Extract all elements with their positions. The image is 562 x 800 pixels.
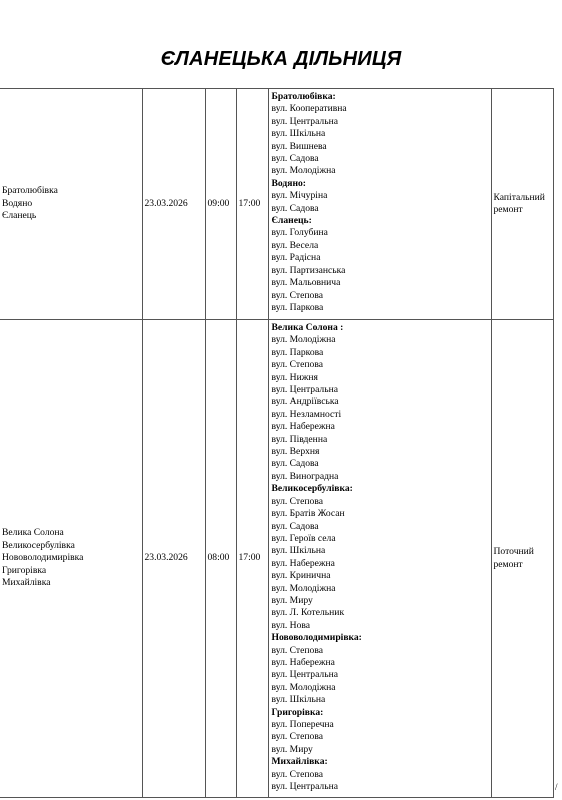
street-item: вул. Центральна	[271, 669, 338, 681]
street-item: вул. Шкільна	[271, 694, 326, 706]
settlement-name: Братолюбівка	[2, 185, 58, 197]
street-item: вул. Вишнева	[271, 140, 327, 152]
street-item: вул. Молодіжна	[271, 681, 336, 693]
date-cell: 23.03.2026	[142, 89, 205, 320]
street-item: вул. Степова	[271, 495, 323, 507]
streets-cell	[268, 320, 491, 798]
settlement-group-heading: Михайлівка:	[271, 756, 328, 768]
time-from-cell: 08:00	[205, 320, 236, 798]
street-item: вул. Радісна	[271, 252, 321, 264]
street-item: вул. Партизанська	[271, 264, 346, 276]
settlement-name: Водяно	[2, 197, 33, 209]
settlement-group-heading: Григорівка:	[271, 706, 324, 718]
street-item: вул. Центральна	[271, 384, 338, 396]
street-item: вул. Миру	[271, 594, 313, 606]
street-item: вул. Садова	[271, 520, 319, 532]
section-title: ЄЛАНЕЦЬКА ДІЛЬНИЦЯ	[160, 48, 402, 70]
table-row	[0, 320, 553, 798]
street-item: вул. Центральна	[271, 781, 338, 793]
settlement-group-heading: Велика Солона :	[271, 322, 344, 333]
street-item: вул. Андріївська	[271, 396, 339, 408]
street-item: вул. Братів Жосан	[271, 508, 345, 520]
street-item: вул. Степова	[271, 289, 323, 301]
street-item: вул. Нова	[271, 619, 311, 631]
street-item: вул. Молодіжна	[271, 582, 336, 594]
street-item: вул. Степова	[271, 731, 323, 743]
street-item: вул. Молодіжна	[271, 165, 336, 177]
street-item: вул. Нижня	[271, 371, 318, 383]
street-item: вул. Паркова	[271, 301, 324, 313]
street-item: вул. Миру	[271, 743, 313, 755]
street-item: вул. Шкільна	[271, 128, 326, 140]
settlement-name: Єланець	[2, 210, 37, 222]
street-item: вул. Голубина	[271, 227, 328, 239]
street-item: вул. Незламності	[271, 408, 342, 420]
street-item: вул. Кооперативна	[271, 103, 347, 115]
settlements-cell	[0, 320, 142, 798]
settlement-name: Григорівка	[2, 564, 47, 576]
reason-cell: Поточний ремонт	[491, 320, 553, 798]
street-item: вул. Набережна	[271, 557, 335, 569]
settlement-group-heading: Єланець:	[271, 215, 312, 227]
street-item: вул. Виноградна	[271, 470, 339, 482]
street-item: вул. Поперечна	[271, 719, 334, 730]
street-item: вул. Центральна	[271, 115, 338, 127]
street-item: вул. Паркова	[271, 346, 324, 358]
street-item: вул. Л. Котельник	[271, 607, 345, 619]
street-item: вул. Степова	[271, 644, 323, 656]
outage-table-body	[0, 89, 553, 798]
time-from-cell: 09:00	[205, 89, 236, 320]
settlements-cell	[0, 89, 142, 320]
settlement-name: Велика Солона	[2, 527, 64, 539]
street-item: вул. Набережна	[271, 656, 335, 668]
settlement-name: Нововолодимирівка	[2, 552, 84, 564]
street-item: вул. Мічуріна	[271, 190, 328, 202]
reason-cell: Капітальний ремонт	[491, 89, 553, 320]
time-to-cell: 17:00	[236, 320, 268, 798]
street-item: вул. Весела	[271, 239, 319, 251]
street-item: вул. Садова	[271, 458, 319, 470]
settlement-group-heading: Братолюбівка:	[271, 91, 336, 102]
settlement-name: Великосербулівка	[2, 539, 75, 551]
streets-cell	[268, 89, 491, 320]
settlement-group-heading: Нововолодимирівка:	[271, 632, 362, 644]
street-item: вул. Садова	[271, 202, 319, 214]
street-item: вул. Південна	[271, 433, 328, 445]
settlement-group-heading: Великосербулівка:	[271, 483, 353, 495]
page-edge-mark: /	[555, 782, 558, 792]
time-to-cell: 17:00	[236, 89, 268, 320]
street-item: вул. Степова	[271, 359, 323, 371]
street-item: вул. Мальовнича	[271, 277, 341, 289]
street-item: вул. Верхня	[271, 446, 320, 458]
street-item: вул. Степова	[271, 768, 323, 780]
street-item: вул. Героїв села	[271, 532, 336, 544]
settlement-group-heading: Водяно:	[271, 177, 306, 189]
street-item: вул. Набережна	[271, 421, 335, 433]
settlement-name: Михайлівка	[2, 577, 51, 589]
table-row	[0, 89, 553, 320]
street-item: вул. Молодіжна	[271, 334, 336, 346]
street-item: вул. Садова	[271, 153, 319, 165]
street-item: вул. Шкільна	[271, 545, 326, 557]
outage-table	[0, 88, 554, 798]
street-item: вул. Кринична	[271, 570, 331, 582]
date-cell: 23.03.2026	[142, 320, 205, 798]
